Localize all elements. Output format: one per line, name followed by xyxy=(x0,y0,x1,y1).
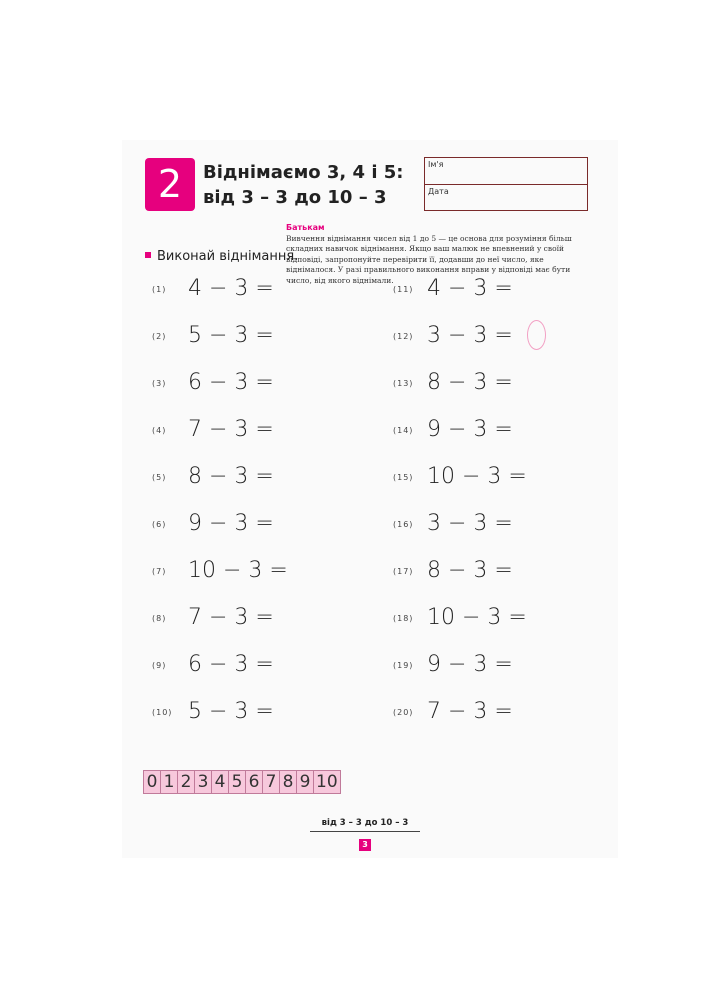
instruction-text: Виконай віднімання. xyxy=(157,249,299,264)
problem-number: (8) xyxy=(152,614,167,623)
date-field[interactable] xyxy=(425,184,587,211)
number-line-cell: 9 xyxy=(296,770,314,794)
page-footer xyxy=(310,818,420,851)
number-line-cell: 7 xyxy=(262,770,280,794)
problem-expression: 3 − 3 = xyxy=(427,511,513,536)
page-title xyxy=(203,160,404,210)
problem-number: (5) xyxy=(152,473,167,482)
problem-expression: 9 − 3 = xyxy=(188,511,274,536)
problem-number: (4) xyxy=(152,426,167,435)
problem-number: (20) xyxy=(393,708,414,717)
problem-expression: 10 − 3 = xyxy=(427,464,527,489)
problem-number: (11) xyxy=(393,285,414,294)
problem-expression: 6 − 3 = xyxy=(188,652,274,677)
problem-number: (14) xyxy=(393,426,414,435)
problem-number: (2) xyxy=(152,332,167,341)
problem-expression: 4 − 3 = xyxy=(427,276,513,301)
problem-expression: 5 − 3 = xyxy=(188,699,274,724)
problem-expression: 6 − 3 = xyxy=(188,370,274,395)
problem-number: (13) xyxy=(393,379,414,388)
name-label: Ім'я xyxy=(428,160,444,169)
problem-number: (10) xyxy=(152,708,173,717)
problem-expression: 7 − 3 = xyxy=(188,417,274,442)
problem-expression: 5 − 3 = xyxy=(188,323,274,348)
page-number: 3 xyxy=(359,839,371,851)
problem-expression: 7 − 3 = xyxy=(427,699,513,724)
bullet-square-icon xyxy=(145,252,151,258)
number-line-cell: 1 xyxy=(160,770,178,794)
problem-expression: 10 − 3 = xyxy=(188,558,288,583)
problem-number: (7) xyxy=(152,567,167,576)
number-line-cell: 10 xyxy=(313,770,341,794)
number-line xyxy=(144,770,341,794)
problem-number: (19) xyxy=(393,661,414,670)
instruction xyxy=(145,249,298,264)
problem-expression: 8 − 3 = xyxy=(427,558,513,583)
problem-expression: 8 − 3 = xyxy=(427,370,513,395)
problem-number: (3) xyxy=(152,379,167,388)
number-line-cell: 6 xyxy=(245,770,263,794)
number-line-cell: 5 xyxy=(228,770,246,794)
problem-number: (1) xyxy=(152,285,167,294)
problem-expression: 8 − 3 = xyxy=(188,464,274,489)
problem-expression: 9 − 3 = xyxy=(427,652,513,677)
number-line-cell: 0 xyxy=(143,770,161,794)
name-date-box xyxy=(424,157,588,211)
problem-number: (6) xyxy=(152,520,167,529)
problem-expression: 3 − 3 = xyxy=(427,323,513,348)
name-field[interactable] xyxy=(425,158,587,184)
date-label: Дата xyxy=(428,187,449,196)
number-line-cell: 2 xyxy=(177,770,195,794)
problem-expression: 10 − 3 = xyxy=(427,605,527,630)
problem-number: (9) xyxy=(152,661,167,670)
lesson-number-badge: 2 xyxy=(145,158,195,211)
parents-heading: Батькам xyxy=(286,223,325,232)
problem-number: (15) xyxy=(393,473,414,482)
title-line-2: від 3 – 3 до 10 – 3 xyxy=(203,187,387,208)
problem-expression: 7 − 3 = xyxy=(188,605,274,630)
problem-expression: 9 − 3 = xyxy=(427,417,513,442)
number-line-cell: 4 xyxy=(211,770,229,794)
circle-mark-icon xyxy=(527,320,546,350)
problem-number: (12) xyxy=(393,332,414,341)
problem-number: (16) xyxy=(393,520,414,529)
number-line-cell: 3 xyxy=(194,770,212,794)
title-line-1: Віднімаємо 3, 4 і 5: xyxy=(203,162,404,183)
problem-expression: 4 − 3 = xyxy=(188,276,274,301)
footer-title: від 3 – 3 до 10 – 3 xyxy=(310,818,420,832)
problem-number: (17) xyxy=(393,567,414,576)
parents-text: Вивчення віднімання чисел від 1 до 5 — це основа для розуміння більш складних навичок віднімання. Якщо ваш малюк не впевнений у своїй відповіді, запропонуйте перевірити її, додавши до неї число, яке віднімалося. У разі правильного виконання вправи у відповіді має бути число, від якого віднімали. xyxy=(286,233,572,285)
number-line-cell: 8 xyxy=(279,770,297,794)
problem-number: (18) xyxy=(393,614,414,623)
